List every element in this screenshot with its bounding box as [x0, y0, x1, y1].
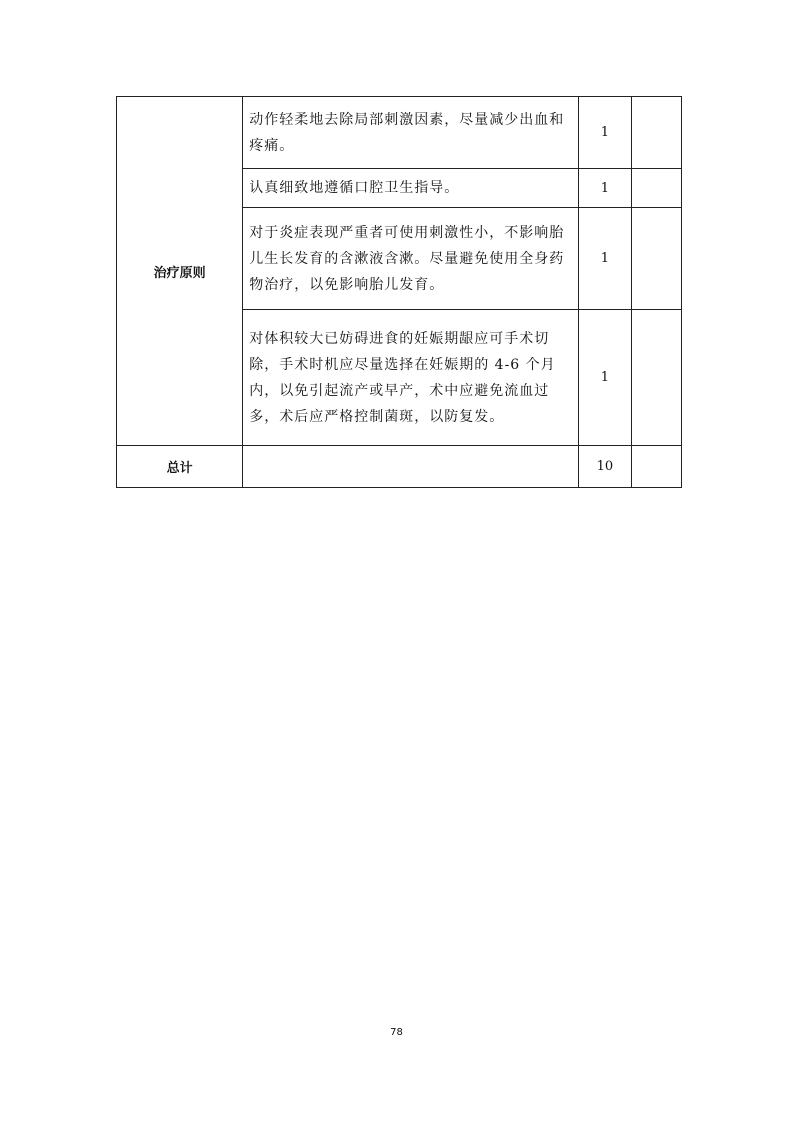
- total-obtained-cell: [631, 446, 681, 488]
- score-cell: 1: [578, 97, 631, 169]
- criterion-cell: 动作轻柔地去除局部刺激因素，尽量减少出血和疼痛。: [243, 97, 579, 169]
- obtained-score-cell: [631, 310, 681, 446]
- obtained-score-cell: [631, 97, 681, 169]
- score-cell: 1: [578, 310, 631, 446]
- score-cell: 1: [578, 169, 631, 208]
- total-label: 总计: [117, 446, 243, 488]
- obtained-score-cell: [631, 208, 681, 310]
- category-cell: 治疗原则: [117, 97, 243, 446]
- criterion-cell: 认真细致地遵循口腔卫生指导。: [243, 169, 579, 208]
- table-row: [117, 97, 682, 169]
- score-cell: 1: [578, 208, 631, 310]
- total-desc-cell: [243, 446, 579, 488]
- total-row: [117, 446, 682, 488]
- total-score-cell: 10: [578, 446, 631, 488]
- scoring-table: [116, 96, 682, 488]
- criterion-cell: 对体积较大已妨碍进食的妊娠期龈应可手术切除，手术时机应尽量选择在妊娠期的 4-6 个月内，以免引起流产或早产，术中应避免流血过多，术后应严格控制菌斑，以防复发。: [243, 310, 579, 446]
- criterion-cell: 对于炎症表现严重者可使用刺激性小，不影响胎儿生长发育的含漱液含漱。尽量避免使用全身药物治疗，以免影响胎儿发育。: [243, 208, 579, 310]
- obtained-score-cell: [631, 169, 681, 208]
- page-number: 78: [390, 1027, 403, 1038]
